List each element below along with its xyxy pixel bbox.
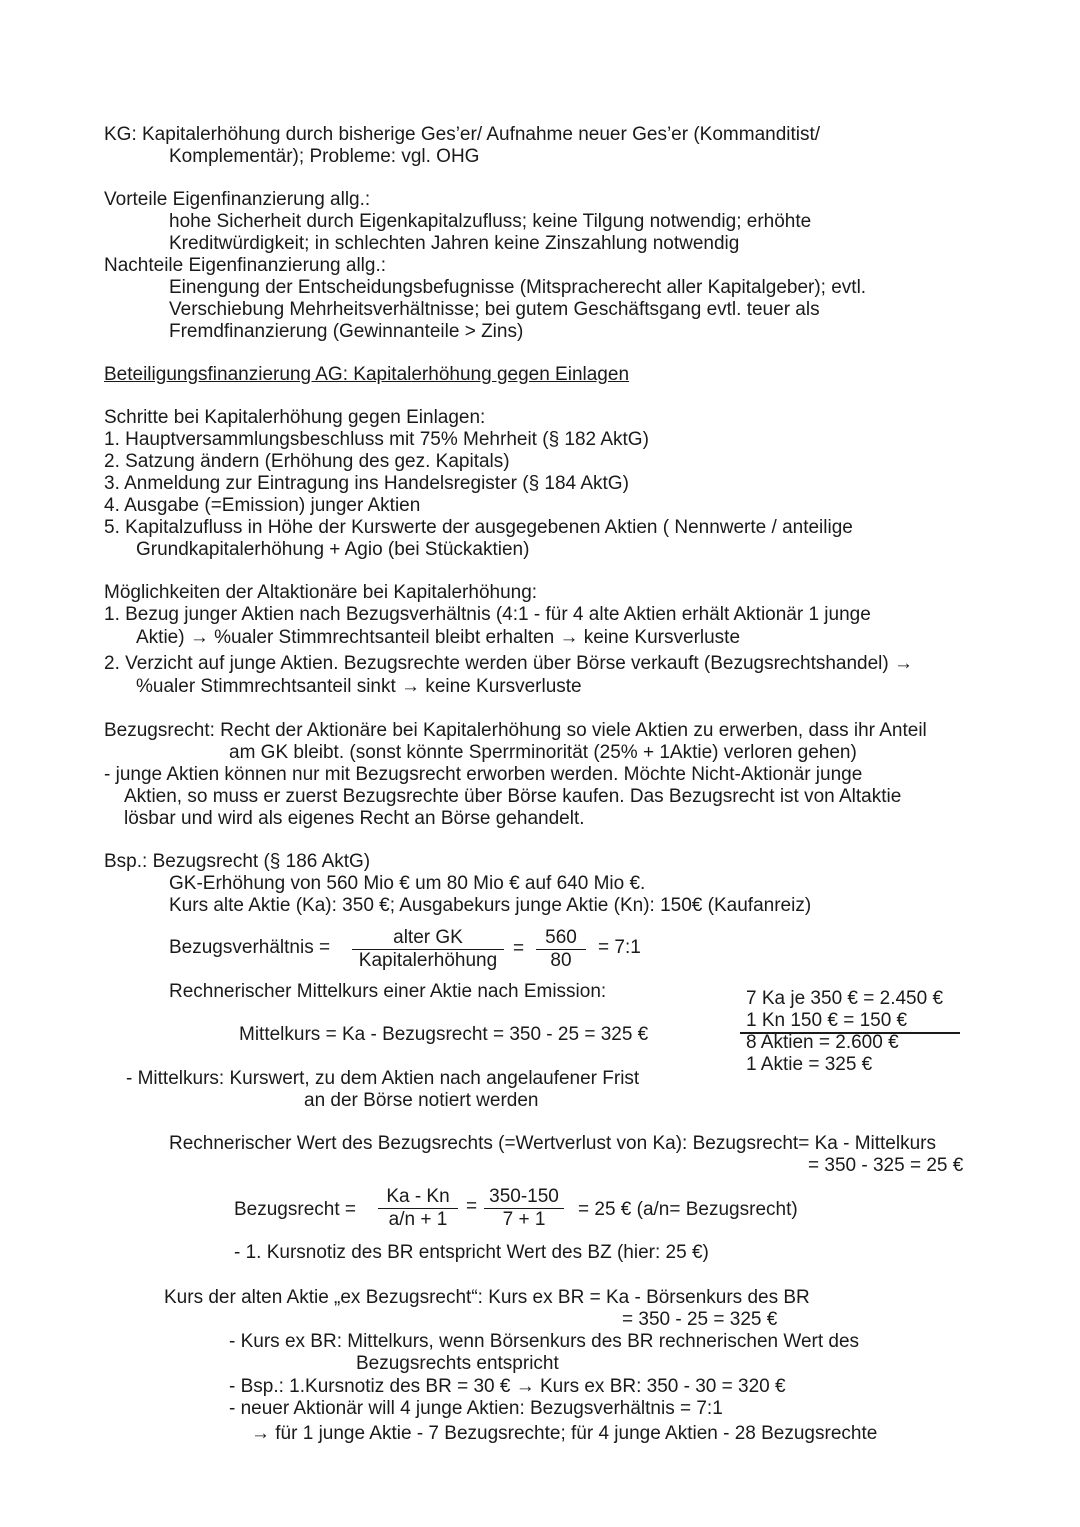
br-label: Bezugsrecht = [234,1199,356,1220]
kursnotiz-note: - 1. Kursnotiz des BR entspricht Wert des BZ (hier: 25 €) [234,1242,709,1263]
ex-line: = 350 - 25 = 325 € [622,1309,778,1330]
kg-line-2: Komplementär); Probleme: vgl. OHG [169,146,480,167]
moeglichkeiten-line: %ualer Stimmrechtsanteil sinkt → keine Kursverluste [136,676,582,697]
bsp-line: GK-Erhöhung von 560 Mio € um 80 Mio € auf 640 Mio €. [169,873,646,894]
vorteile-line: hohe Sicherheit durch Eigenkapitalzufluss; keine Tilgung notwendig; erhöhte [169,211,812,232]
bsp-line: Kurs alte Aktie (Ka): 350 €; Ausgabekurs junge Aktie (Kn): 150€ (Kaufanreiz) [169,895,812,916]
nachteile-line: Einengung der Entscheidungsbefugnisse (Mitspracherecht aller Kapitalgeber); evtl. [169,277,867,298]
moeglichkeiten-line: Aktie) → %ualer Stimmrechtsanteil bleibt erhalten → keine Kursverluste [136,627,741,648]
bv-equals: = [513,938,525,959]
moeglichkeiten-line: 2. Verzicht auf junge Aktien. Bezugsrechte werden über Börse verkauft (Bezugsrechtshandel) → [104,653,914,674]
ex-line: Kurs der alten Aktie „ex Bezugsrecht“: Kurs ex BR = Ka - Börsenkurs des BR [164,1287,810,1308]
schritte-item: 5. Kapitalzufluss in Höhe der Kurswerte der ausgegebenen Aktien ( Nennwerte / anteilige [104,517,853,538]
calc-line: 1 Aktie = 325 € [746,1054,873,1075]
mittelkurs-heading: Rechnerischer Mittelkurs einer Aktie nach Emission: [169,981,607,1002]
bezugsrecht-line: am GK bleibt. (sonst könnte Sperrminorität (25% + 1Aktie) verloren gehen) [229,742,857,763]
bezugsrecht-line: Bezugsrecht: Recht der Aktionäre bei Kapitalerhöhung so viele Aktien zu erwerben, dass ihr Anteil [104,720,927,741]
vorteile-heading: Vorteile Eigenfinanzierung allg.: [104,189,371,210]
br-fraction-values [484,1186,564,1231]
calc-line: 1 Kn 150 € = 150 € [746,1010,908,1031]
br-denominator: a/n + 1 [388,1209,448,1230]
kg-line-1: KG: Kapitalerhöhung durch bisherige Ges’er/ Aufnahme neuer Ges’er (Kommanditist/ [104,124,821,145]
ex-bsp: - Bsp.: 1.Kursnotiz des BR = 30 € → Kurs ex BR: 350 - 30 = 320 € [229,1376,786,1397]
bv-fraction-values [536,927,586,972]
wert-line: Rechnerischer Wert des Bezugsrechts (=Wertverlust von Ka): Bezugsrecht= Ka - Mittelkurs [169,1133,936,1154]
ex-final: → für 1 junge Aktie - 7 Bezugsrechte; für 4 junge Aktien - 28 Bezugsrechte [251,1423,878,1444]
br-numerator: Ka - Kn [378,1186,458,1209]
ex-note: - Kurs ex BR: Mittelkurs, wenn Börsenkurs des BR rechnerischen Wert des [229,1331,860,1352]
schritte-item: Grundkapitalerhöhung + Agio (bei Stückaktien) [136,539,530,560]
moeglichkeiten-line: 1. Bezug junger Aktien nach Bezugsverhältnis (4:1 - für 4 alte Aktien erhält Aktionär 1 junge [104,604,871,625]
bv-numerator: alter GK [352,927,504,950]
ex-neu: - neuer Aktionär will 4 junge Aktien: Bezugsverhältnis = 7:1 [229,1398,723,1419]
schritte-item: 1. Hauptversammlungsbeschluss mit 75% Mehrheit (§ 182 AktG) [104,429,649,450]
section-title: Beteiligungsfinanzierung AG: Kapitalerhöhung gegen Einlagen [104,364,630,385]
br-equals: = [466,1196,478,1217]
br-numerator-value: 350-150 [484,1186,564,1209]
mittelkurs-note: an der Börse notiert werden [304,1090,539,1111]
moeglichkeiten-heading: Möglichkeiten der Altaktionäre bei Kapitalerhöhung: [104,582,538,603]
br-denominator-value: 7 + 1 [502,1209,546,1230]
bezugsrecht-line: Aktien, so muss er zuerst Bezugsrechte über Börse kaufen. Das Bezugsrecht ist von Altaktie [124,786,902,807]
mittelkurs-formula: Mittelkurs = Ka - Bezugsrecht = 350 - 25 = 325 € [239,1024,649,1045]
schritte-heading: Schritte bei Kapitalerhöhung gegen Einlagen: [104,407,486,428]
schritte-item: 2. Satzung ändern (Erhöhung des gez. Kapitals) [104,451,510,472]
schritte-item: 4. Ausgabe (=Emission) junger Aktien [104,495,421,516]
nachteile-heading: Nachteile Eigenfinanzierung allg.: [104,255,387,276]
calc-line: 7 Ka je 350 € = 2.450 € [746,988,944,1009]
bv-result: = 7:1 [598,937,641,958]
ex-note: Bezugsrechts entspricht [356,1353,559,1374]
wert-line: = 350 - 325 = 25 € [808,1155,964,1176]
bezugsrecht-line: lösbar und wird als eigenes Recht an Börse gehandelt. [124,808,585,829]
bv-label: Bezugsverhältnis = [169,937,331,958]
br-fraction [378,1186,458,1231]
br-result: = 25 € (a/n= Bezugsrecht) [578,1199,798,1220]
nachteile-line: Fremdfinanzierung (Gewinnanteile > Zins) [169,321,524,342]
nachteile-line: Verschiebung Mehrheitsverhältnisse; bei gutem Geschäftsgang evtl. teuer als [169,299,820,320]
bv-denominator: Kapitalerhöhung [358,950,498,971]
calc-line: 8 Aktien = 2.600 € [746,1032,899,1053]
vorteile-line: Kreditwürdigkeit; in schlechten Jahren keine Zinszahlung notwendig [169,233,740,254]
bv-denominator-value: 80 [550,950,572,971]
bv-fraction [352,927,504,972]
bezugsrecht-line: - junge Aktien können nur mit Bezugsrecht erworben werden. Möchte Nicht-Aktionär junge [104,764,863,785]
bv-numerator-value: 560 [536,927,586,950]
mittelkurs-note: - Mittelkurs: Kurswert, zu dem Aktien nach angelaufener Frist [126,1068,640,1089]
schritte-item: 3. Anmeldung zur Eintragung ins Handelsregister (§ 184 AktG) [104,473,629,494]
bsp-heading: Bsp.: Bezugsrecht (§ 186 AktG) [104,851,371,872]
